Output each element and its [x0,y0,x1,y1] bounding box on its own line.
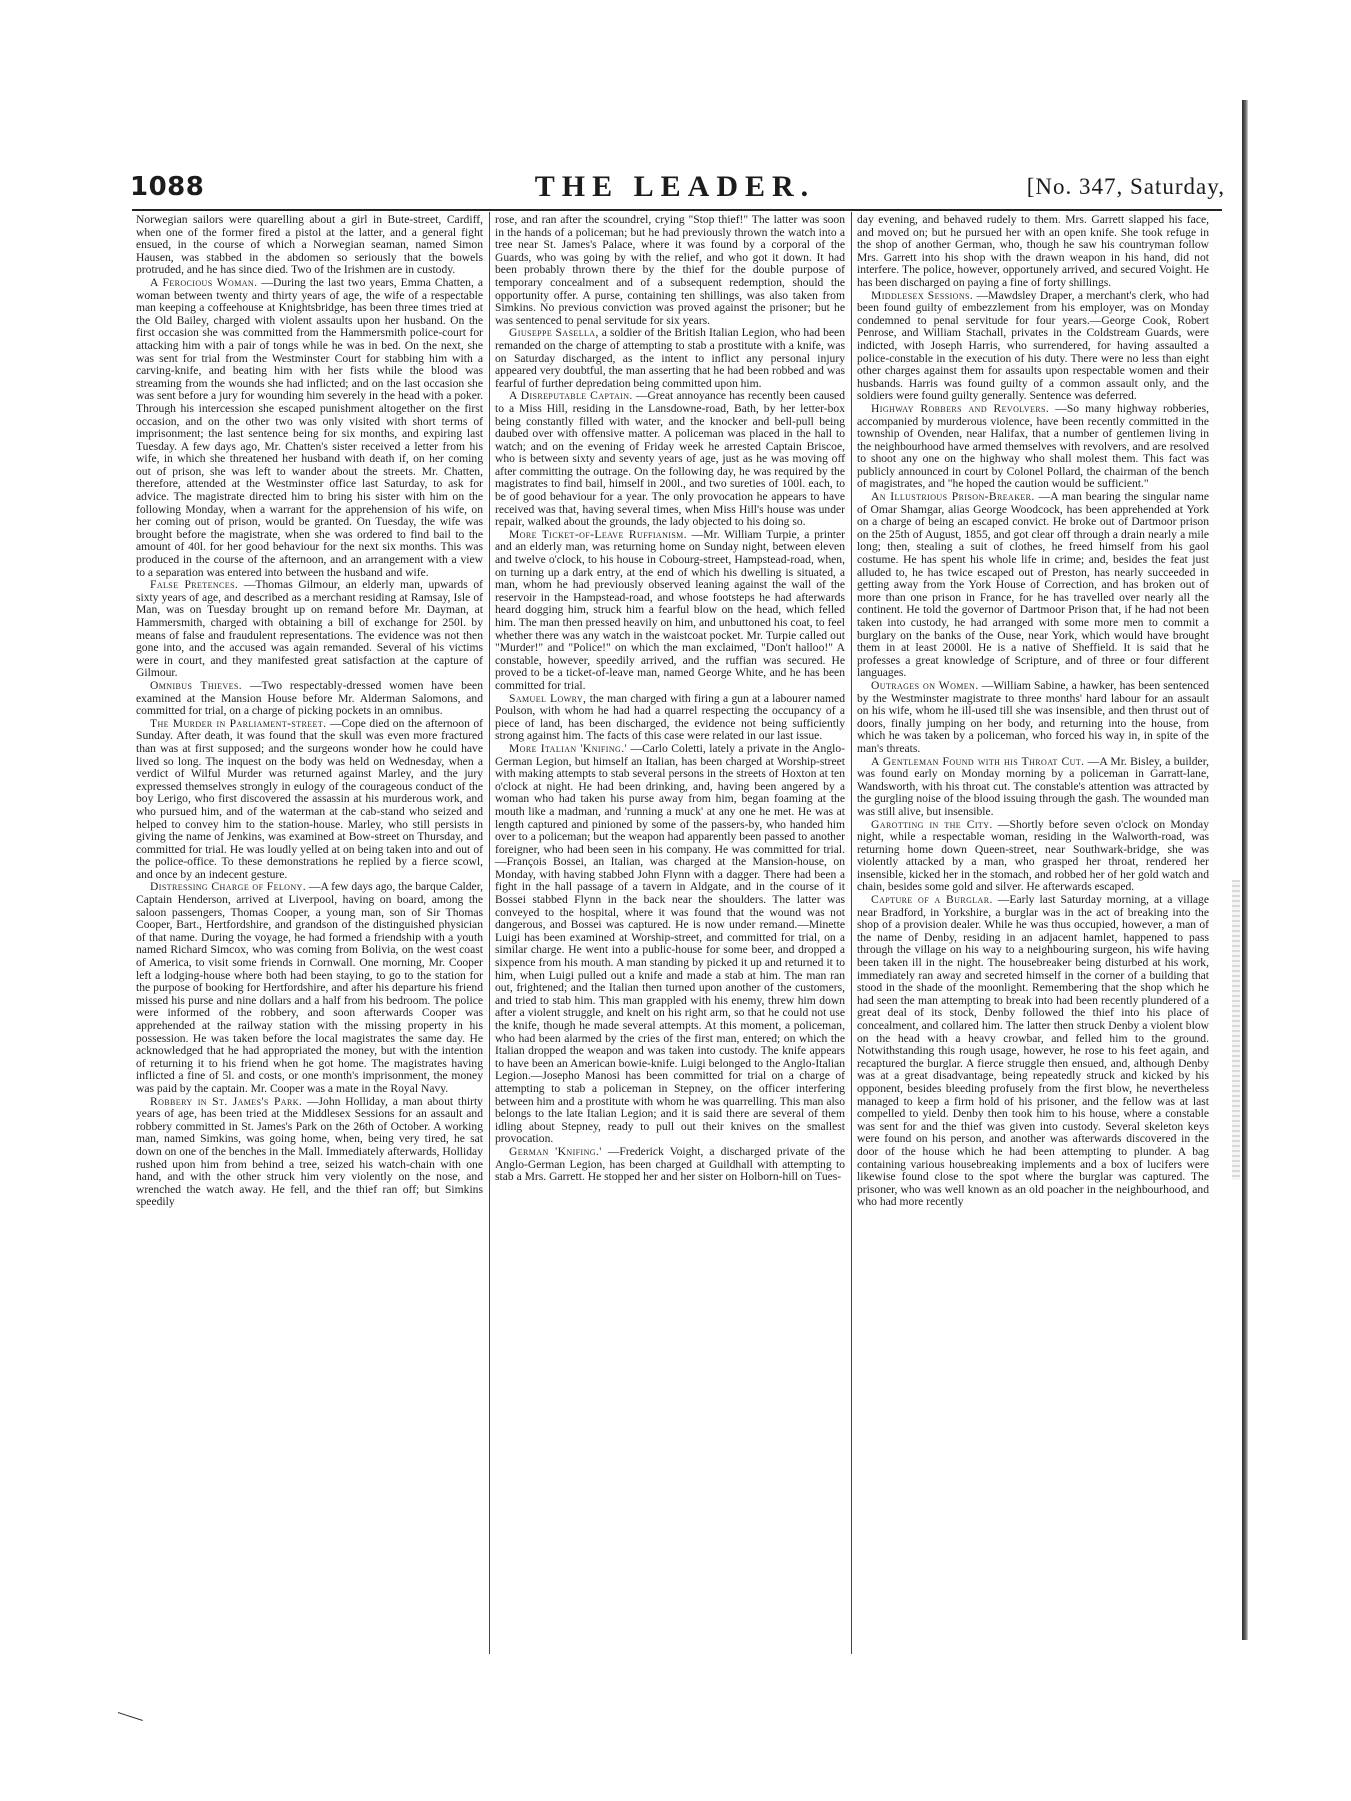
article-body: —A Mr. Bisley, a builder, was found early on Monday morning by a policeman in Garratt-lane, Wandsworth, with his throat cut. The constable's attention was attracted by the gurgling noise of the blood issuing through the gash. The wounded man was still alive, but insensible. [857,754,1209,818]
article-body: Norwegian sailors were quarelling about a girl in Bute-street, Cardiff, when one of the former fired a pistol at the latter, and a general fight ensued, in the course of which a Norwegian seaman, named Simon Hausen, was stabbed in the abdomen so seriously that the bowels protruded, and he has since died. Two of the Irishmen are in custody. [136,214,483,277]
article-heading: A Disreputable Captain. [509,389,633,403]
article-body: —Thomas Gilmour, an elderly man, upwards of sixty years of age, and described as a merchant residing at Ramsay, Isle of Man, was on Tuesday brought up on remand before Mr. Dayman, at Hammersmith, charged with obtaining a bill of exchange for 250l. by means of false and fraudulent representations. The evidence was not then gone into, and the accused was again remanded. Several of his victims were in court, and they manifested great satisfaction at the capture of Gilmour. [136,578,483,680]
article-paragraph [857,491,1209,680]
article-body: —Two respectably-dressed women have been examined at the Mansion House before Mr. Alderman Salomons, and committed for trial, on a charge of picking pockets in an omnibus. [136,678,483,718]
article-heading: More Ticket-of-Leave Ruffianism. [509,527,687,541]
article-body: —Mawdsley Draper, a merchant's clerk, who had been found guilty of embezzlement from his employer, was on Monday condemned to penal servitude for four years.—George Cook, Robert Penrose, and William Stachall, privates in the Coldstream Guards, were indicted, with Joseph Harris, who surrendered, for having assaulted a police-constable in the execution of his duty. There were no less than eight other charges against them for assaults upon respectable women and their husbands. Harris was found guilty of a common assault only, and the soldiers were found guilty generally. Sentence was deferred. [857,288,1209,403]
article-heading: German 'Knifing.' [509,1144,602,1158]
article-body: —Shortly before seven o'clock on Monday night, while a respectable woman, residing in the Walworth-road, was returning home down Queen-street, near Southwark-bridge, she was violently attacked by a man, who grasped her throat, rendered her insensible, kicked her in the stomach, and robbed her of her gold watch and chain, besides some gold and silver. He afterwards escaped. [857,817,1209,894]
article-heading: Capture of a Burglar. [871,893,993,907]
article-body: —So many highway robberies, accompanied by murderous violence, have been recently committed in the township of Ovenden, near Halifax, that a number of gentlemen living in the neighbourhood have armed themselves with revolvers, and are resolved to shoot any one on the highway who shall molest them. This fact was publicly announced in court by Colonel Pollard, the chairman of the bench of magistrates, and "he hoped the caution would be sufficient." [857,401,1209,491]
article-paragraph [495,214,845,327]
article-paragraph [857,819,1209,895]
text-column-2 [495,214,845,1652]
article-body: day evening, and behaved rudely to them. Mrs. Garrett slapped his face, and moved on; but he pursued her with an open knife. She took refuge in the shop of another German, who, though he saw his countryman follow Mrs. Garrett into his shop with the drawn weapon in his hand, did not interfere. The police, however, opportunely arrived, and secured Voight. He has been discharged on paying a fine of forty shillings. [857,214,1209,289]
article-paragraph [495,693,845,743]
article-paragraph [857,894,1209,1209]
article-paragraph [857,214,1209,290]
article-body: —Cope died on the afternoon of Sunday. After death, it was found that the skull was even more fractured than was at first supposed; and the surgeons wonder how he could have lived so long. The inquest on the body was held on Wednesday, when a verdict of Wilful Murder was returned against Marley, and the jury expressed themselves strongly in eulogy of the courageous conduct of the boy Lerigo, who first discovered the assassin at his murderous work, and who pursued him, and of the waterman at the cab-stand who seized and helped to convey him to the station-house. Marley, who still persists in giving the name of Jenkins, was examined at Bow-street on Thursday, and committed for trial. He was loudly yelled at on being taken into and out of the police-office. To these demonstrations he replied by a fierce scowl, and once by an indecent gesture. [136,716,483,881]
article-body: —Mr. William Turpie, a printer and an elderly man, was returning home on Sunday night, between eleven and twelve o'clock, to his house in Cobourg-street, Hampstead-road, when, on turning up a dark entry, at the end of which his dwelling is situated, a man, whom he had previously observed leaning against the wall of the reservoir in the Hampstead-road, and whose footsteps he had afterwards heard dogging him, struck him a fearful blow on the head, which felled him. The man then pressed heavily on him, and unbuttoned his coat, to feel whether there was any watch in the waistcoat pocket. Mr. Turpie called out "Murder!" and "Police!" on which the man exclaimed, "Don't halloo!" A constable, however, speedily arrived, and the ruffian was secured. He proved to be a ticket-of-leave man, named George White, and he has been committed for trial. [495,527,845,692]
article-paragraph [495,529,845,693]
article-paragraph [857,403,1209,491]
article-heading: Garotting in the City. [871,817,993,831]
article-heading: More Italian 'Knifing.' [509,741,627,755]
article-body: the man charged with firing a gun at a labourer named Poulson, with whom he had had a quarrel respecting the occupancy of a piece of land, has been discharged, the evidence not being sufficiently strong against him. The facts of this case were related in our last issue. [495,691,845,743]
article-paragraph [136,881,483,1095]
article-body: a soldier of the British Italian Legion, who had been remanded on the charge of attempting to stab a prostitute with a knife, was on Saturday discharged, as the intent to inflict any personal injury appeared very doubtful, the man asserting that he had been robbed and was fearful of further depredation being committed upon him. [495,326,845,390]
column-divider [489,212,490,1654]
article-body: —Early last Saturday morning, at a village near Bradford, in Yorkshire, a burglar was in the act of breaking into the shop of a provision dealer. While he was thus occupied, however, a man of the name of Denby, residing in an adjacent hamlet, happened to pass through the village on his way to a neighbouring surgeon, his wife having been taken ill in the night. The housebreaker being disturbed at his work, immediately ran away and secreted himself in the corner of a building that stood in the shade of the moonlight. Remembering that the shop which he had seen the man attempting to break into had been recently plundered of a great deal of its stock, Denby followed the thief into his place of concealment, and collared him. The latter then struck Denby a violent blow on the head with a heavy crowbar, and felled him to the ground. Notwithstanding this rough usage, however, he rose to his feet again, and recaptured the burglar. A fierce struggle then ensued, and, although Denby was at a great disadvantage, being repeatedly struck and kicked by his opponent, besides bleeding profusely from the first blow, he nevertheless managed to keep a firm hold of his prisoner, and the fellow was at last compelled to yield. Denby then took him to his house, where a constable was sent for and the thief was given into custody. Several skeleton keys were found on his person, and another was afterwards discovered in the door of the house which he had been attempting to plunder. A bag containing various housebreaking implements and a box of lucifers were likewise found close to the spot where the burglar was captured. The prisoner, who was well known as an old poacher in the neighbourhood, and who had more recently [857,893,1209,1209]
article-paragraph [857,290,1209,403]
article-body: —Carlo Coletti, lately a private in the Anglo-German Legion, but himself an Italian, has been charged at Worship-street with making attempts to stab several persons in the streets of Hoxton at ten o'clock at night. He had been drinking, and, having been angered by a woman who had taken his purse away from him, began foaming at the mouth like a madman, and 'running a muck' at any one he met. He was at length captured and pinioned by some of the passers-by, who handed him over to a policeman; but the weapon had apparently been passed to another foreigner, who had been seen in his company. He was committed for trial.—François Bossei, an Italian, was charged at the Mansion-house, on Monday, with having stabbed John Flynn with a dagger. There had been a fight in the hall passage of a tavern in Aldgate, and in the course of it Bossei stabbed Flynn in the back near the shoulders. The latter was conveyed to the hospital, where it was found that the wound was not dangerous, and Bossei was captured. He is now under remand.—Minette Luigi has been examined at Worship-street, and committed for trial, on a similar charge. He went into a public-house for some beer, and dropped a sixpence from his mouth. A man standing by picked it up and returned it to him, when Luigi pulled out a knife and made a stab at him. The man ran out, frightened; and the Italian then turned upon another of the customers, and tried to stab him. This man grappled with his enemy, threw him down after a violent struggle, and knelt on his right arm, so that he could not use the knife, though he made several attempts. At this moment, a policeman, who had been alarmed by the cries of the first man, entered; on which the Italian dropped the weapon and was taken into custody. The knife appears to have been an American bowie-knife. Luigi belonged to the Anglo-Italian Legion.—Josepho Manosi has been committed for trial on a charge of attempting to stab a policeman in Stepney, on the officer interfering between him and a prostitute with whom he was quarrelling. This man also belongs to the late Italian Legion; and it is said there are several of them idling about Stepney, ready to pull out their knives on the smallest provocation. [495,741,845,1146]
article-paragraph [495,1146,845,1184]
article-heading: Highway Robbers and Revolvers. [871,401,1050,415]
article-paragraph [495,327,845,390]
article-heading: A Ferocious Woman. [150,275,258,289]
article-heading: Samuel Lowry, [509,691,587,705]
article-heading: Outrages on Women. [871,678,979,692]
article-body: —John Holliday, a man about thirty years of age, has been tried at the Middlesex Sessions for an assault and robbery committed in St. James's Park on the 26th of October. A working man, named Simkins, was going home, when, being very tired, he sat down on one of the benches in the Mall. Immediately afterwards, Holliday rushed upon him from behind a tree, seized his watch-chain with one hand, and with the other struck him very violently on the nose, and wrenched the watch away. He fell, and the thief ran off; but Simkins speedily [136,1094,483,1209]
page-edge-shadow [1232,880,1240,1180]
article-body: —A man bearing the singular name of Omar Shamgar, alias George Woodcock, has been apprehended at York on a charge of being an escaped convict. He broke out of Dartmoor prison on the 25th of August, 1855, and got clear off through a drain nearly a mile long; then, stealing a suit of clothes, he freed himself from his gaol costume. He has spent his whole life in crime; and, besides the feat just alluded to, he has twice escaped out of Preston, has nearly succeeded in getting away from the York House of Correction, and has broken out of more than one prison in France, for he has travelled over nearly all the continent. He told the governor of Dartmoor Prison that, if he had not been taken into custody, he had arranged with some more men to commit a burglary on the banks of the Ouse, near York, which would have brought them in at least 2000l. He is a native of Sheffield. It is said that he professes a great knowledge of Scripture, and of three or four different languages. [857,490,1209,680]
article-heading: Distressing Charge of Felony. [150,880,306,894]
binding-edge [1242,100,1248,1640]
article-paragraph [857,680,1209,756]
issue-label: [No. 347, Saturday, [1026,174,1225,199]
article-heading: A Gentleman Found with his Throat Cut. [871,754,1085,768]
article-body: —During the last two years, Emma Chatten, a woman between twenty and thirty years of age, the wife of a respectable man keeping a coffeehouse at Knightsbridge, has been three times tried at the Old Bailey, charged with violent assaults upon her husband. On the first occasion she was committed from the Hammersmith police-court for attacking him with a pair of tongs while he was in bed. On the next, she was sent for trial from the Westminster Court for stabbing him with a carving-knife, and beating him with her fists while the blood was streaming from the wounds she had inflicted; and on the last occasion she was sent before a jury for wounding him severely in the head with a poker. Through his intercession she escaped punishment altogether on the first occasion, and on the other two was only visited with short terms of imprisonment; the last sentence being for six months, and expiring last Tuesday. A few days ago, Mr. Chatten's sister received a letter from his wife, in which she threatened her husband with death if, on her coming out of prison, she was left to wander about the streets. Mr. Chatten, therefore, attended at the Westminster office last Saturday, to ask for advice. The magistrate directed him to bring his sister with him on the following Monday, when a warrant for the apprehension of his wife, on her coming out of prison, would be granted. On Tuesday, the wife was brought before the magistrate, when she was ordered to find bail to the amount of 40l. for her good behaviour for the next six months. This was produced in the course of the afternoon, and an arrangement with a view to a separation was entered into between the husband and wife. [136,275,483,579]
article-heading: Middlesex Sessions. [871,288,974,302]
margin-mark [118,1712,143,1721]
text-column-3 [857,214,1209,1652]
article-paragraph [136,718,483,882]
article-heading: The Murder in Parliament-street. [150,716,327,730]
article-heading: False Pretences. [150,578,239,592]
article-paragraph [136,579,483,680]
page-header [130,170,1225,210]
article-paragraph [136,680,483,718]
text-column-1 [136,214,483,1652]
article-heading: Giuseppe Sasella, [509,326,599,340]
column-divider [851,212,852,1654]
article-paragraph [136,1096,483,1209]
article-paragraph [857,756,1209,819]
article-body: —Frederick Voight, a discharged private of the Anglo-German Legion, has been charged at Guildhall with attempting to stab a Mrs. Garrett. He stopped her and her sister on Holborn-hill on Tues- [495,1144,845,1184]
article-heading: Omnibus Thieves. [150,678,243,692]
masthead-title: THE LEADER. [534,170,816,203]
header-rule [132,209,1222,211]
article-body: —A few days ago, the barque Calder, Captain Henderson, arrived at Liverpool, having on board, among the saloon passengers, Thomas Cooper, a young man, son of Sir Thomas Cooper, Bart., Hertfordshire, and grandson of the distinguished physician of that name. During the voyage, he had formed a friendship with a youth named Richard Simcox, who was coming from Bolivia, on the west coast of America, to visit some friends in Cornwall. One morning, Mr. Cooper left a lodging-house where both had been staying, to go to the station for the purpose of booking for Hertfordshire, and after his departure his friend missed his purse and nine dollars and a half from his bedroom. The police were informed of the robbery, and soon afterwards Cooper was apprehended at the railway station with the missing property in his possession. He was taken before the local magistrates the same day. He acknowledged that he had appropriated the money, but with the intention of returning it to his friend when he got home. The magistrates having inflicted a fine of 5l. and costs, or one month's imprisonment, the money was paid by the captain. Mr. Cooper was a mate in the Royal Navy. [136,880,483,1095]
page-number: 1088 [130,172,205,202]
article-heading: Robbery in St. James's Park. [150,1094,303,1108]
article-paragraph [136,214,483,277]
article-body: —Great annoyance has recently been caused to a Miss Hill, residing in the Lansdowne-road, Bath, by her letter-box being constantly filled with water, and the knocker and bell-pull being daubed over with offensive matter. A policeman was placed in the hall to watch; and on the evening of Friday week he arrested Captain Briscoe, who is between sixty and seventy years of age, just as he was moving off after committing the outrage. On the following day, he was required by the magistrates to find bail, himself in 200l., and two sureties of 100l. each, to be of good behaviour for a year. The only provocation he appears to have received was that, having several times, when Miss Hill's house was under repair, walked about the grounds, the lady objected to his doing so. [495,389,845,529]
article-paragraph [495,390,845,529]
article-body: rose, and ran after the scoundrel, crying "Stop thief!" The latter was soon in the hands of a policeman; but he had previously thrown the watch into a tree near St. James's Palace, where it was found by a corporal of the Guards, who was going by with the relief, and who got it down. It had been probably thrown there by the thief for the double purpose of temporary concealment and of a subsequent redemption, should the opportunity offer. A purse, containing ten shillings, was also taken from Simkins. No previous conviction was proved against the prisoner; but he was sentenced to penal servitude for six years. [495,214,845,327]
article-heading: An Illustrious Prison-Breaker. [871,490,1035,504]
article-paragraph [136,277,483,579]
article-paragraph [495,743,845,1146]
article-body: —William Sabine, a hawker, has been sentenced by the Westminster magistrate to three months' hard labour for an assault on his wife, whom he ill-used till she was insensible, and then thrust out of doors, finally jumping on her body, and returning into the house, from which he was taken by a policeman, who forced his way in, in spite of the man's threats. [857,678,1209,755]
